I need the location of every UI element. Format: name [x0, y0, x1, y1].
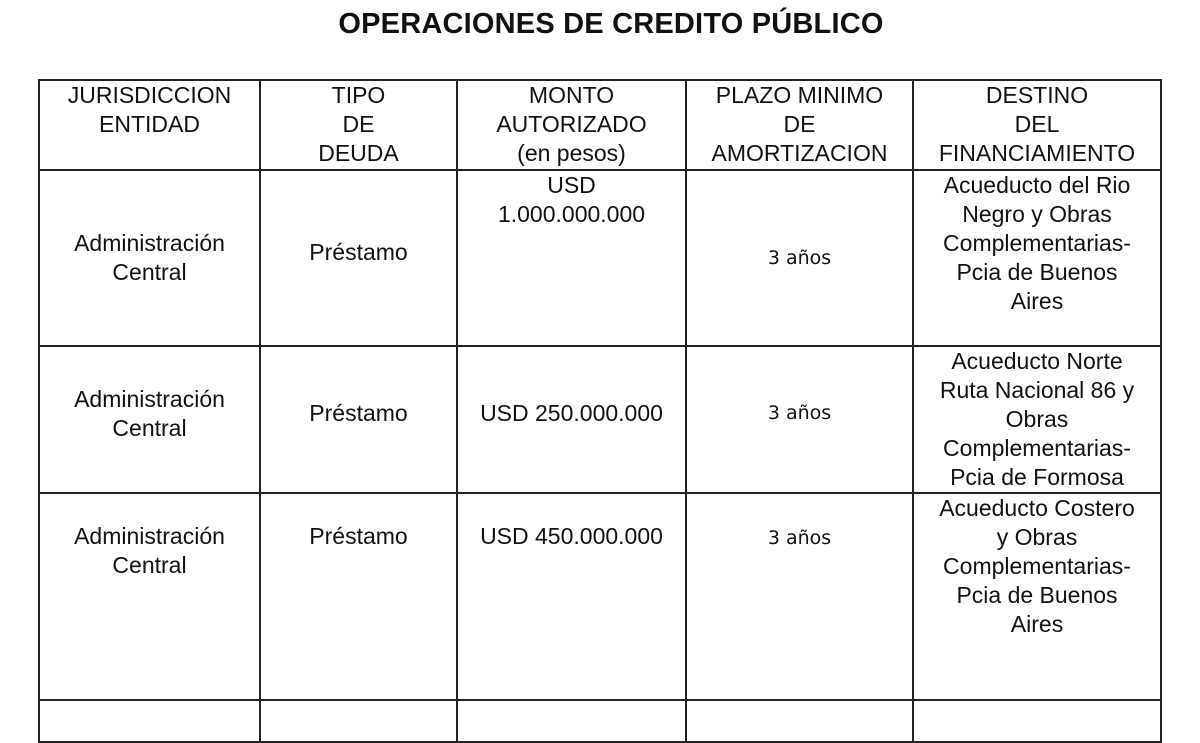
cell-destino	[913, 493, 1161, 700]
header-destino	[913, 80, 1161, 170]
cell-line: 3 años	[767, 246, 832, 269]
cell-empty	[39, 700, 260, 742]
cell-line: Central	[112, 414, 187, 441]
cell-monto	[457, 170, 686, 346]
cell-plazo	[686, 493, 913, 700]
header-jurisdiccion	[39, 80, 260, 170]
header-tipo	[260, 80, 457, 170]
cell-line: Pcia de Buenos	[956, 582, 1118, 608]
cell-line: Préstamo	[309, 523, 408, 549]
cell-line: Complementarias-	[943, 435, 1131, 461]
document-title: OPERACIONES DE CREDITO PÚBLICO	[338, 8, 884, 40]
cell-line: Central	[112, 259, 187, 285]
cell-empty	[457, 700, 686, 742]
credit-operations-table	[38, 79, 1162, 743]
cell-tipo	[260, 346, 457, 493]
cell-line: Pcia de Formosa	[950, 464, 1124, 490]
cell-line: Acueducto del Rio	[943, 172, 1131, 198]
cell-line: Central	[112, 552, 187, 578]
cell-line: Aires	[1010, 288, 1064, 314]
cell-line: Ruta Nacional 86 y	[939, 377, 1135, 403]
cell-line: 3 años	[767, 402, 832, 424]
cell-line: Préstamo	[309, 238, 408, 265]
cell-line: Administración	[74, 230, 225, 256]
cell-plazo	[686, 346, 913, 493]
header-line: FINANCIAMIENTO	[938, 140, 1136, 166]
cell-destino	[913, 170, 1161, 346]
header-line: DE	[342, 111, 375, 137]
table-row	[39, 170, 1161, 346]
cell-line: Complementarias-	[943, 553, 1131, 579]
cell-line: Obras	[1005, 406, 1069, 432]
header-monto	[457, 80, 686, 170]
header-line: (en pesos)	[517, 140, 626, 166]
header-line: ENTIDAD	[99, 111, 200, 137]
table-header-row	[39, 80, 1161, 170]
cell-destino	[913, 346, 1161, 493]
cell-plazo	[686, 170, 913, 346]
cell-jurisdiccion	[39, 493, 260, 700]
header-line: MONTO	[528, 82, 615, 108]
cell-monto	[457, 346, 686, 493]
cell-line: Préstamo	[309, 400, 408, 426]
cell-tipo	[260, 493, 457, 700]
table-row-partial	[39, 700, 1161, 742]
cell-tipo	[260, 170, 457, 346]
cell-line: Negro y Obras	[962, 201, 1112, 227]
header-line: DEL	[1014, 111, 1060, 137]
cell-line: Administración	[74, 523, 225, 549]
cell-jurisdiccion	[39, 170, 260, 346]
cell-line: 3 años	[767, 527, 832, 549]
header-line: DESTINO	[985, 82, 1089, 108]
header-plazo	[686, 80, 913, 170]
header-line: DE	[783, 111, 816, 137]
header-line: DEUDA	[318, 140, 399, 166]
cell-line: USD	[547, 172, 596, 198]
cell-line: y Obras	[996, 524, 1078, 550]
cell-empty	[913, 700, 1161, 742]
cell-line: Administración	[74, 385, 225, 412]
table-row	[39, 493, 1161, 700]
cell-line: Pcia de Buenos	[956, 259, 1118, 285]
cell-line: Complementarias-	[943, 230, 1131, 256]
table-row	[39, 346, 1161, 493]
cell-jurisdiccion	[39, 346, 260, 493]
cell-line: Aires	[1010, 611, 1064, 637]
cell-empty	[686, 700, 913, 742]
cell-empty	[260, 700, 457, 742]
header-line: TIPO	[331, 82, 386, 108]
header-line: JURISDICCION	[67, 82, 232, 108]
cell-line: Acueducto Costero	[939, 495, 1135, 521]
cell-line: USD 250.000.000	[480, 400, 663, 426]
header-line: AUTORIZADO	[496, 111, 647, 137]
cell-monto	[457, 493, 686, 700]
cell-line: 1.000.000.000	[497, 201, 646, 227]
header-line: PLAZO MINIMO	[715, 82, 884, 108]
header-line: AMORTIZACION	[711, 140, 888, 166]
cell-line: Acueducto Norte	[951, 348, 1123, 374]
cell-line: USD 450.000.000	[480, 523, 663, 549]
